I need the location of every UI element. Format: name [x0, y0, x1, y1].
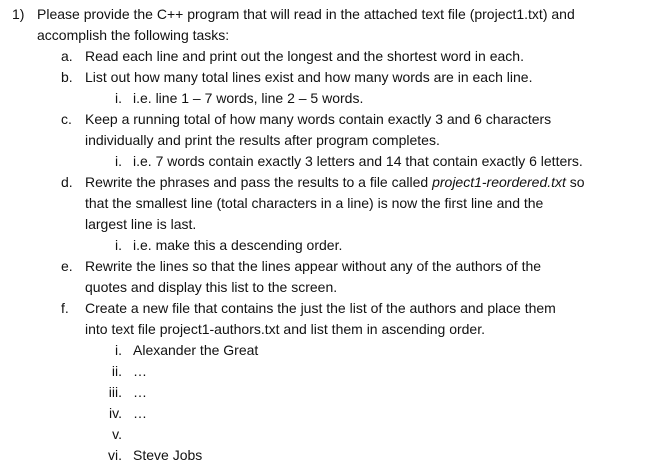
task-d-marker: d.	[61, 174, 73, 190]
author-item-marker: iv.	[109, 405, 122, 421]
task-a-text: Read each line and print out the longest and the shortest word in each.	[85, 48, 524, 64]
author-item: Alexander the Great	[133, 342, 259, 358]
task-c-text-line-2: individually and print the results after program completes.	[85, 132, 440, 148]
task-c-sub-i-marker: i.	[115, 153, 122, 169]
task-f-text-line-1: Create a new file that contains the just the list of the authors and place them	[85, 300, 556, 316]
task-b-sub-i-text: i.e. line 1 – 7 words, line 2 – 5 words.	[133, 90, 364, 106]
task-d-text-line-2: that the smallest line (total characters in a line) is now the first line and the	[85, 195, 544, 211]
question-number: 1)	[12, 6, 25, 22]
task-a-marker: a.	[61, 48, 73, 64]
task-d-text-line-3: largest line is last.	[85, 216, 197, 232]
task-e-text-line-1: Rewrite the lines so that the lines appear without any of the authors of the	[85, 258, 542, 274]
task-c-text-line-1: Keep a running total of how many words contain exactly 3 and 6 characters	[85, 111, 552, 127]
author-item: …	[133, 384, 147, 400]
task-f-text-line-2: into text file project1-authors.txt and list them in ascending order.	[85, 321, 485, 337]
author-item-marker: iii.	[108, 384, 122, 400]
task-b-text: List out how many total lines exist and how many words are in each line.	[85, 69, 533, 85]
task-d-sub-i-marker: i.	[115, 237, 122, 253]
task-d-line-1-suffix: so	[565, 174, 585, 190]
author-item: …	[133, 405, 147, 421]
task-b-marker: b.	[61, 69, 73, 85]
task-e-marker: e.	[61, 258, 73, 274]
author-item: Steve Jobs	[133, 447, 203, 463]
author-item-marker: v.	[112, 426, 122, 442]
author-item: …	[133, 363, 147, 379]
author-item-marker: i.	[115, 342, 122, 358]
task-b-sub-i-marker: i.	[115, 90, 122, 106]
task-d-text-line-1	[85, 172, 585, 193]
question-text-line-1: Please provide the C++ program that will read in the attached text file (project1.txt) and	[37, 6, 575, 22]
task-f-marker: f.	[61, 300, 69, 316]
task-d-line-1-prefix: Rewrite the phrases and pass the results to a file called	[85, 174, 433, 190]
author-item-marker: vi.	[108, 447, 122, 463]
task-d-sub-i-text: i.e. make this a descending order.	[133, 237, 343, 253]
author-item-marker: ii.	[111, 363, 122, 379]
task-e-text-line-2: quotes and display this list to the screen.	[85, 279, 338, 295]
task-c-sub-i-text: i.e. 7 words contain exactly 3 letters and 14 that contain exactly 6 letters.	[133, 153, 583, 169]
task-c-marker: c.	[61, 111, 72, 127]
reordered-filename: project1-reordered.txt	[432, 174, 566, 190]
question-text-line-2: accomplish the following tasks:	[37, 27, 230, 43]
